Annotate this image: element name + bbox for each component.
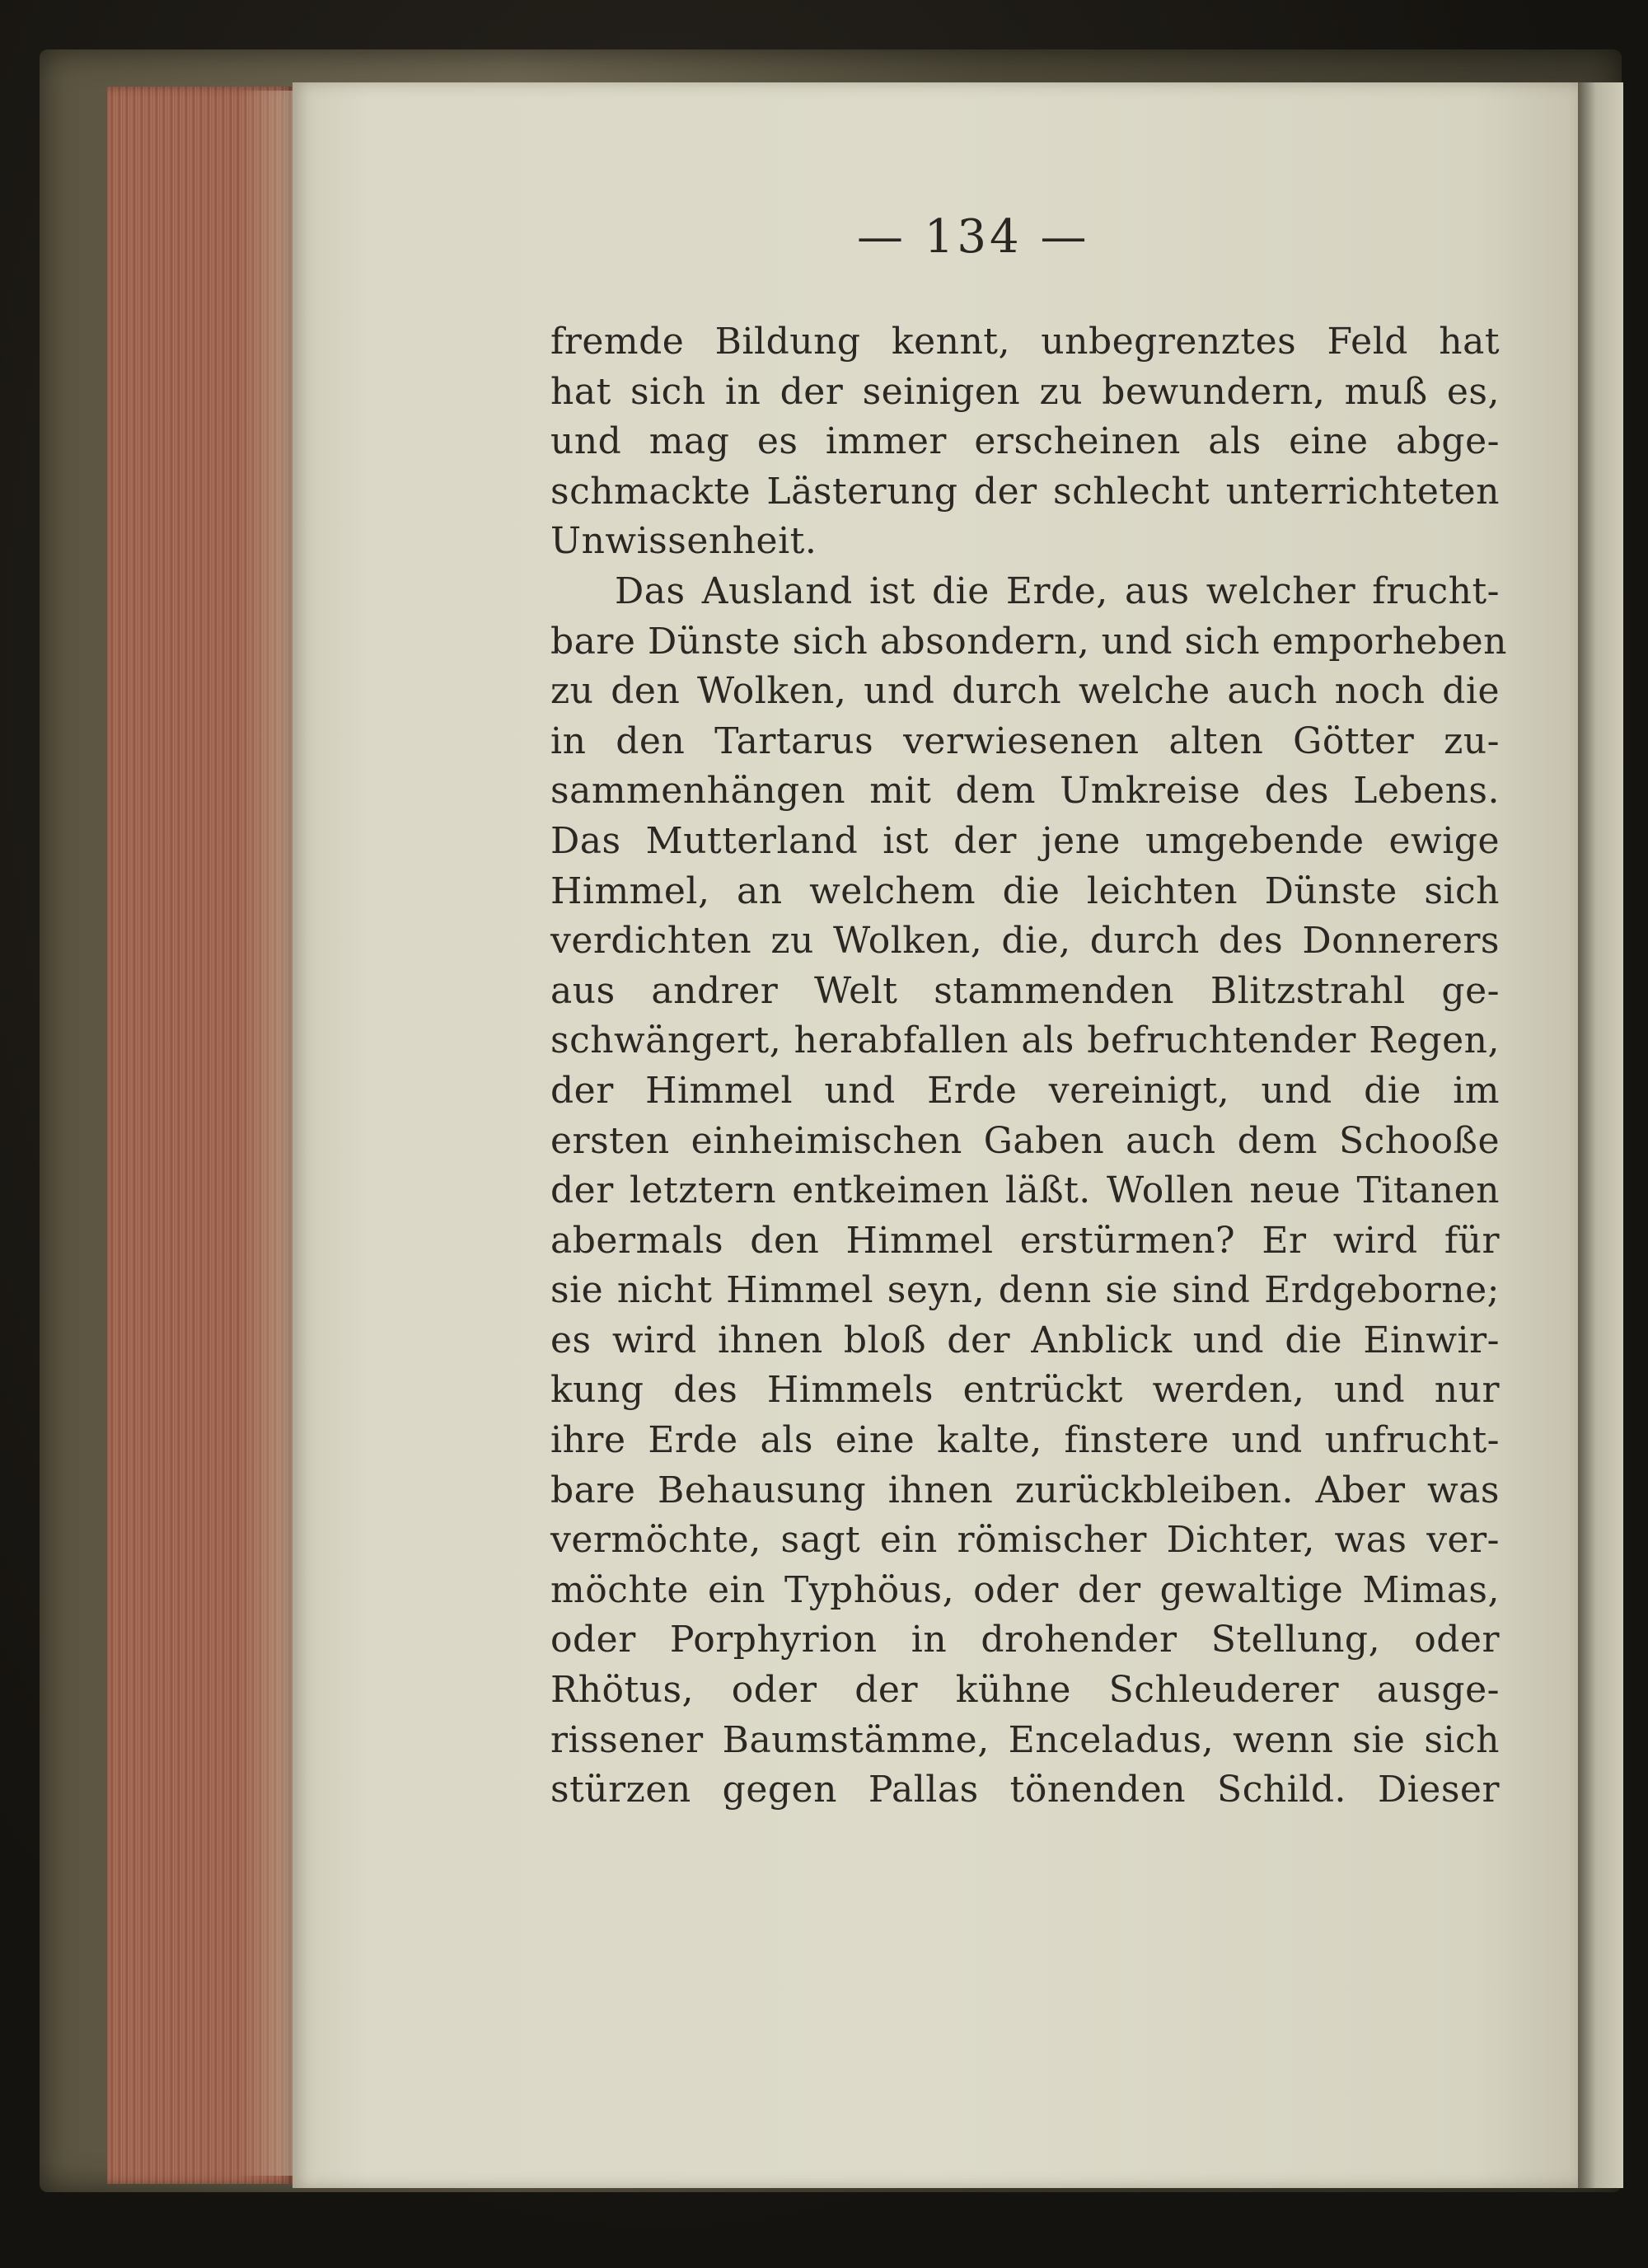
text-line: rissener Baumstämme, Enceladus, wenn sie sich [550, 1718, 1500, 1761]
text-line: kung des Himmels entrückt werden, und nur [550, 1369, 1500, 1412]
text-line: ihre Erde als eine kalte, finstere und unfrucht- [550, 1419, 1500, 1462]
text-line: in den Tartarus verwiesenen alten Götter zu- [550, 719, 1500, 762]
text-line: es wird ihnen bloß der Anblick und die Einwir- [550, 1319, 1500, 1361]
text-line: sie nicht Himmel seyn, denn sie sind Erdgeborne; [550, 1269, 1500, 1312]
text-line: sammenhängen mit dem Umkreise des Lebens. [550, 770, 1500, 813]
text-line: hat sich in der seinigen zu bewundern, muß es, [550, 370, 1500, 413]
text-line: Unwissenheit. [550, 520, 817, 563]
text-line: aus andrer Welt stammenden Blitzstrahl ge- [550, 969, 1500, 1012]
text-line: Himmel, an welchem die leichten Dünste sich [550, 869, 1500, 912]
text-line: ersten einheimischen Gaben auch dem Schooße [550, 1119, 1500, 1162]
text-line: Rhötus, oder der kühne Schleuderer ausge- [550, 1669, 1500, 1712]
text-line: bare Behausung ihnen zurückbleiben. Aber was [550, 1469, 1500, 1511]
text-line: schwängert, herabfallen als befruchtender Regen, [550, 1019, 1500, 1062]
text-line: stürzen gegen Pallas tönenden Schild. Dieser [550, 1769, 1500, 1811]
text-line: der letztern entkeimen läßt. Wollen neue Titanen [550, 1169, 1500, 1212]
text-line: abermals den Himmel erstürmen? Er wird für [550, 1219, 1500, 1262]
page-block-highlight [239, 91, 297, 2176]
text-line: Das Mutterland ist der jene umgebende ewige [550, 819, 1500, 862]
text-line: zu den Wolken, und durch welche auch noch die [550, 670, 1500, 713]
text-line: und mag es immer erscheinen als eine abge- [550, 420, 1500, 463]
body-text [550, 317, 1507, 1816]
text-line: verdichten zu Wolken, die, durch des Donnerers [550, 920, 1500, 963]
text-line: schmackte Lästerung der schlecht unterrichteten [550, 470, 1500, 513]
text-line: bare Dünste sich absondern, und sich emporheben [550, 620, 1507, 663]
text-line: fremde Bildung kennt, unbegrenztes Feld hat [550, 321, 1500, 363]
text-line: vermöchte, sagt ein römischer Dichter, was ver- [550, 1519, 1500, 1562]
text-line: Das Ausland ist die Erde, aus welcher frucht- [615, 569, 1500, 612]
text-line: oder Porphyrion in drohender Stellung, oder [550, 1619, 1500, 1661]
facing-page-edge [1578, 82, 1623, 2188]
page-number: — 134 — [857, 210, 1090, 264]
text-line: möchte ein Typhöus, oder der gewaltige Mimas, [550, 1568, 1500, 1611]
text-line: der Himmel und Erde vereinigt, und die im [550, 1069, 1500, 1112]
